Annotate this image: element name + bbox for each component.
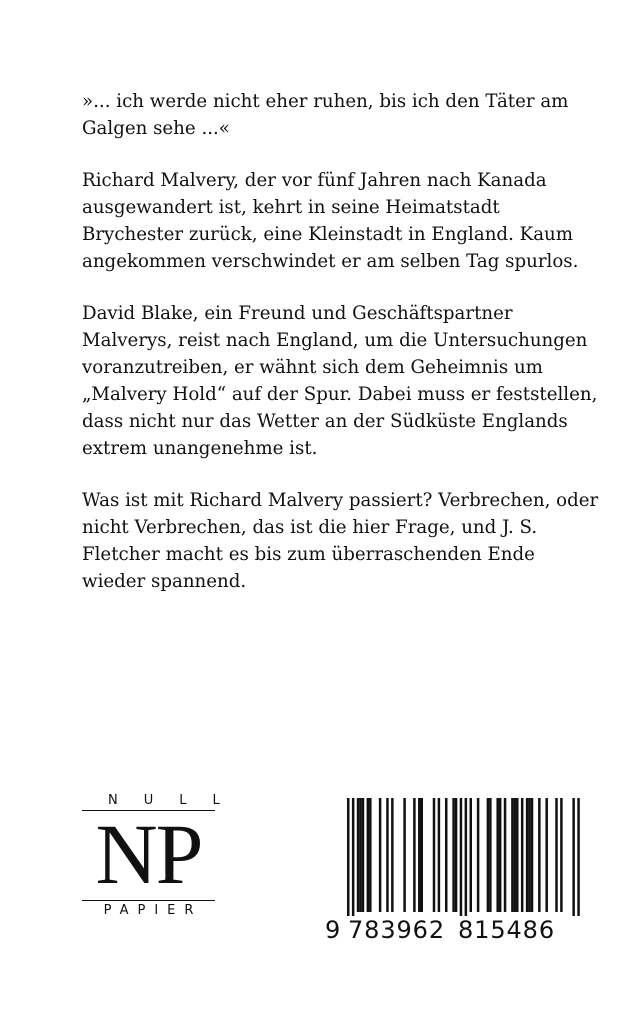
barcode-bar <box>521 798 524 912</box>
barcode-bar <box>362 798 365 912</box>
barcode-bar <box>477 798 480 912</box>
publisher-logo <box>82 793 246 921</box>
barcode-bar <box>470 798 473 912</box>
barcode-bar <box>545 798 548 912</box>
barcode-bar <box>560 798 563 912</box>
barcode-bar <box>367 798 370 912</box>
barcode-bars <box>325 798 585 916</box>
barcode-digits <box>325 914 585 946</box>
barcode-bar <box>379 798 382 912</box>
isbn-barcode <box>325 798 585 946</box>
blurb-paragraph-1: Richard Malvery, der vor fünf Jahren nach Kanada ausgewandert ist, kehrt in seine Heimatstadt Brychester zurück, eine Kleinstadt in England. Kaum angekommen verschwindet er am selben Tag spurlos. <box>82 170 579 272</box>
barcode-bar <box>511 798 514 912</box>
barcode-bar <box>438 798 441 912</box>
barcode-bar <box>369 798 372 912</box>
barcode-guard-bar <box>352 798 355 916</box>
barcode-bar <box>489 798 492 912</box>
barcode-guard-bar <box>577 798 580 916</box>
barcode-bar <box>421 798 424 912</box>
barcode-bar <box>455 798 458 912</box>
barcode-guard-bar <box>460 798 463 916</box>
barcode-digits-right: 815486 <box>458 916 556 944</box>
barcode-bar <box>445 798 448 912</box>
barcode-bar <box>418 798 421 912</box>
barcode-bar <box>496 798 499 912</box>
barcode-bar <box>499 798 502 912</box>
barcode-bar <box>403 798 406 912</box>
barcode-guard-bar <box>465 798 468 916</box>
logo-mark: NP <box>95 806 202 902</box>
barcode-bar <box>452 798 455 912</box>
logo-bottom-rule <box>82 900 215 901</box>
barcode-bar <box>538 798 541 912</box>
barcode-digits-left: 783962 <box>348 916 446 944</box>
back-cover-blurb <box>82 88 602 620</box>
barcode-bar <box>528 798 531 912</box>
barcode-bar <box>516 798 519 912</box>
barcode-guard-bar <box>572 798 575 916</box>
barcode-guard-bar <box>347 798 350 916</box>
barcode-bar <box>555 798 558 912</box>
barcode-bar <box>357 798 360 912</box>
barcode-bar <box>386 798 389 912</box>
blurb-paragraph-2: David Blake, ein Freund und Geschäftspartner Malverys, reist nach England, um die Untersuchungen voranzutreiben, er wähnt sich dem Geheimnis um „Malvery Hold“ auf der Spur. Dabei muss er feststellen, dass nicht nur das Wetter an der Südküste Englands extrem unangenehme ist. <box>82 303 598 459</box>
barcode-bar <box>391 798 394 912</box>
barcode-bar <box>413 798 416 912</box>
barcode-bar <box>433 798 436 912</box>
barcode-bar <box>531 798 534 912</box>
barcode-digit-first: 9 <box>325 916 341 944</box>
barcode-bar <box>514 798 517 912</box>
logo-bottom-word: PAPIER <box>103 903 203 918</box>
blurb-paragraph-3: Was ist mit Richard Malvery passiert? Verbrechen, oder nicht Verbrechen, das ist die hier Frage, und J. S. Fletcher macht es bis zum überraschenden Ende wieder spannend. <box>82 490 599 592</box>
blurb-quote: »... ich werde nicht eher ruhen, bis ich den Täter am Galgen sehe ...« <box>82 91 569 139</box>
logo-top-word: NULL <box>108 793 246 808</box>
barcode-bar <box>359 798 362 912</box>
barcode-bar <box>526 798 529 912</box>
barcode-bar <box>504 798 507 912</box>
barcode-bar <box>487 798 490 912</box>
